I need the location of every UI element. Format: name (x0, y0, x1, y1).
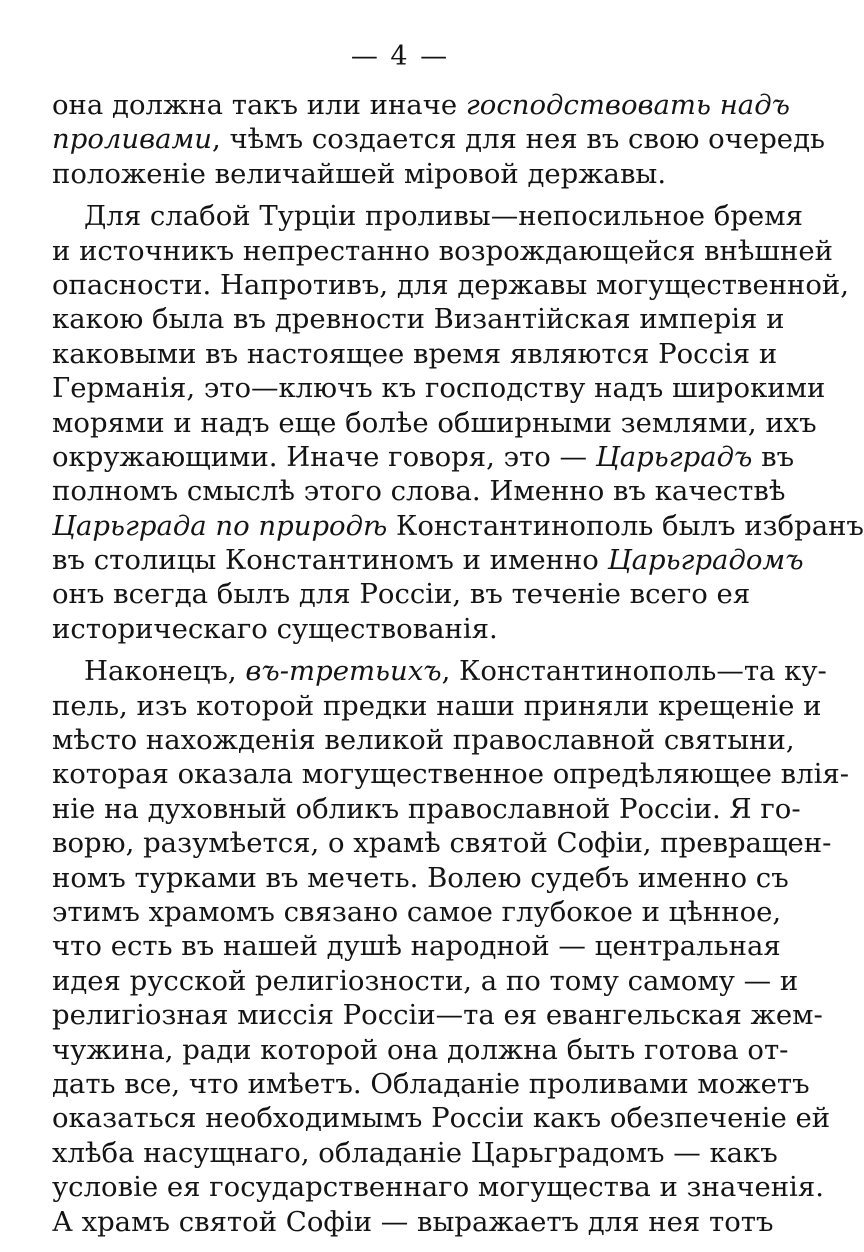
paragraph (52, 654, 850, 1239)
text-segment: онъ всегда былъ для Россiи, въ теченiе всего ея (52, 578, 751, 611)
text-line (52, 1033, 789, 1067)
text-segment: въ (752, 440, 795, 473)
italic-emphasis: Царьграда по природѣ (52, 509, 388, 542)
text-segment: чужина, ради которой она должна быть готова от- (52, 1033, 789, 1066)
paragraph-gap (52, 191, 750, 199)
text-segment: въ столицы Константиномъ и именно (52, 544, 608, 577)
text-segment: А храмъ святой Софiи — выражаетъ для нея тотъ (52, 1205, 774, 1238)
text-segment: она должна такъ или иначе (52, 89, 466, 121)
text-segment: какою была въ древности Византiйская имперiя и (52, 303, 785, 336)
text-segment: Для слабой Турцiи проливы—непосильное бремя (84, 200, 803, 233)
text-line (52, 371, 826, 405)
text-line (52, 654, 827, 688)
text-segment: этимъ храмомъ связано самое глубокое и цѣнное, (52, 895, 782, 928)
text-segment: и источникъ непрестанно возрождающейся внѣшней (52, 234, 833, 267)
text-line (52, 757, 850, 791)
text-segment: историческаго существованiя. (52, 612, 498, 645)
text-line (52, 998, 823, 1032)
text-line (52, 199, 803, 233)
text-segment: что есть въ нашей душѣ народной — центральная (52, 930, 781, 963)
text-line (52, 826, 832, 860)
italic-emphasis: проливами (52, 123, 213, 156)
text-line (52, 964, 799, 998)
text-segment: положенiе величайшей мiровой державы. (52, 157, 667, 190)
italic-emphasis: Царьградомъ (607, 544, 804, 577)
paragraph (52, 199, 864, 646)
text-line (52, 792, 801, 826)
text-segment: опасности. Напротивъ, для державы могущественной, (52, 268, 850, 301)
text-line (52, 122, 825, 156)
text-line (52, 157, 750, 191)
text-line (52, 88, 790, 122)
text-segment: Германiя, это—ключъ къ господству надъ широкими (52, 372, 826, 405)
text-line (52, 577, 750, 611)
text-segment: Наконецъ, (84, 655, 246, 688)
text-line (52, 268, 850, 302)
text-segment: , чѣмъ создается для нея въ свою очередь (212, 123, 825, 156)
paragraph-gap (52, 646, 750, 654)
text-line (52, 861, 789, 895)
text-line (52, 723, 795, 757)
paragraph (52, 88, 825, 191)
text-segment: окружающими. Иначе говоря, это — (52, 440, 596, 473)
text-line (52, 1136, 778, 1170)
text-segment: пель, изъ которой предки наши приняли крещенiе и (52, 689, 822, 722)
text-segment: полномъ смыслѣ этого слова. Именно въ качествѣ (52, 475, 786, 508)
text-segment: ворю, разумѣется, о храмѣ святой Софiи, превращен- (52, 827, 832, 860)
text-segment: каковыми въ настоящее время являются Россiя и (52, 337, 778, 370)
text-segment: условiе ея государственнаго могущества и значенiя. (52, 1171, 824, 1204)
body-text (52, 88, 864, 1239)
text-segment: номъ турками въ мечеть. Волею судебъ именно съ (52, 861, 789, 894)
text-segment: Константинополь былъ избранъ (387, 509, 864, 542)
text-line (52, 1101, 831, 1135)
text-line (52, 509, 864, 543)
text-line (52, 1205, 774, 1239)
text-line (52, 1170, 824, 1204)
text-segment: идея русской религiозности, а по тому самому — и (52, 964, 799, 997)
text-segment: дать все, что имѣетъ. Обладанiе проливами можетъ (52, 1067, 810, 1100)
text-line (52, 302, 785, 336)
text-line (52, 612, 750, 646)
page-number: — 4 — (350, 41, 450, 72)
text-line (52, 1067, 810, 1101)
text-line (52, 440, 795, 474)
text-line (52, 474, 786, 508)
italic-emphasis: господствовать надъ (465, 89, 790, 121)
text-line (52, 929, 781, 963)
text-segment: которая оказала могущественное опредѣляющее влiя- (52, 758, 850, 791)
text-segment: морями и надъ еще болѣе обширными землями, ихъ (52, 406, 817, 439)
text-line (52, 689, 822, 723)
text-segment: , Константинополь—та ку- (441, 655, 827, 688)
italic-emphasis: въ-третьихъ (245, 655, 442, 688)
text-segment: религiозная миссiя Россiи—та ея евангельская жем- (52, 999, 823, 1032)
text-segment: мѣсто нахожденiя великой православной святыни, (52, 724, 795, 757)
text-line (52, 337, 778, 371)
text-line (52, 234, 833, 268)
text-segment: оказаться необходимымъ Россiи какъ обезпеченiе ей (52, 1102, 831, 1135)
italic-emphasis: Царьградъ (595, 440, 753, 473)
text-line (52, 406, 817, 440)
text-line (52, 543, 804, 577)
text-segment: нiе на духовный обликъ православной Россiи. Я го- (52, 792, 801, 825)
text-line (52, 895, 782, 929)
text-segment: хлѣба насущнаго, обладанiе Царьградомъ — какъ (52, 1136, 778, 1169)
